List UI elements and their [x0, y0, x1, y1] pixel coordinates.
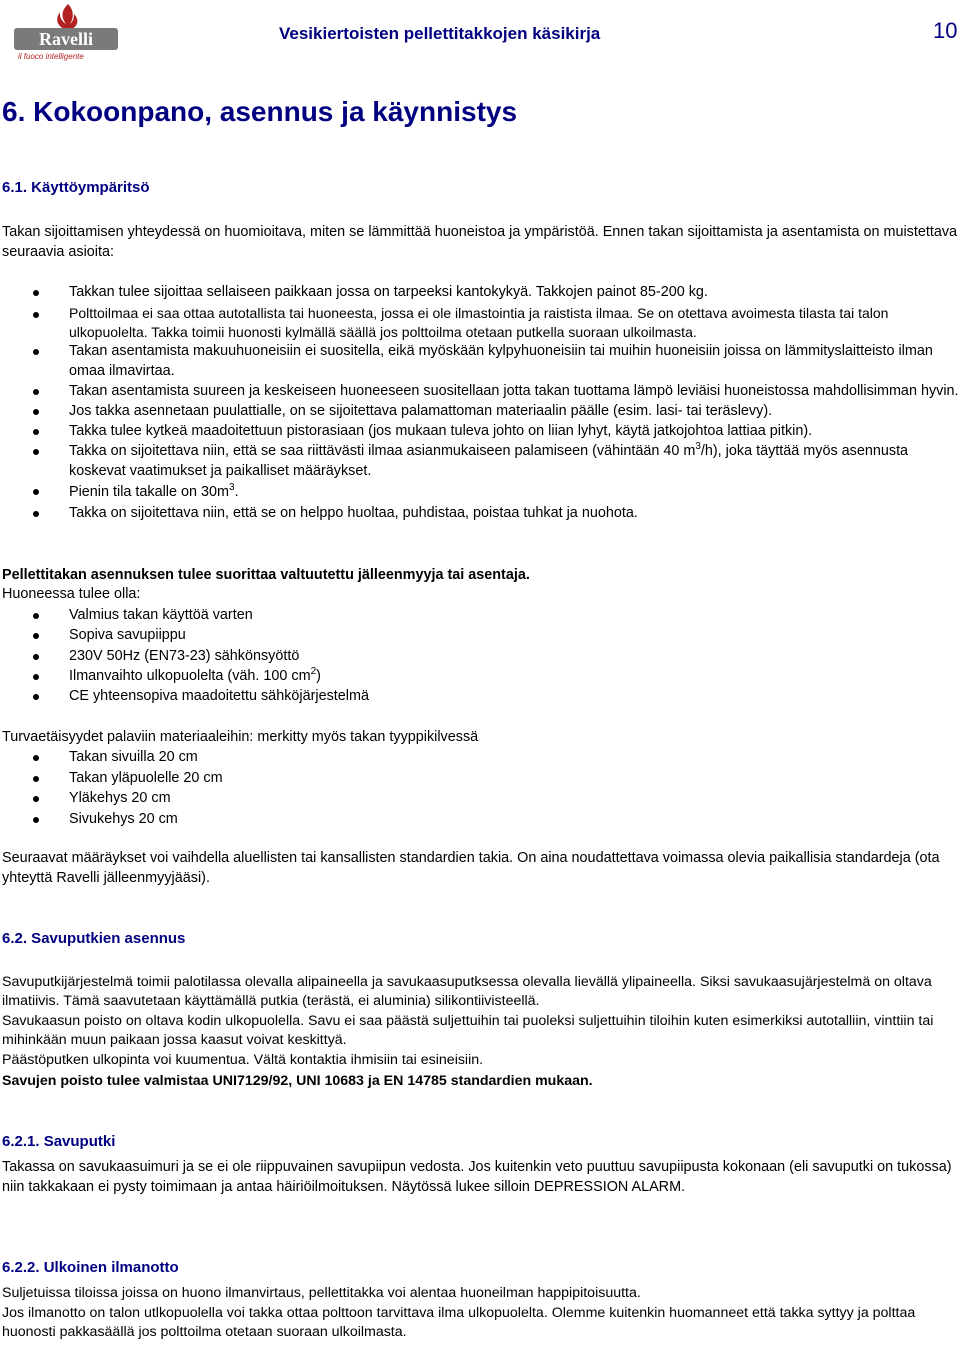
safety-distances-intro: Turvaetäisyydet palaviin materiaaleihin: merkitty myös takan tyyppikilvessä	[2, 729, 479, 745]
list-item: Polttoilmaa ei saa ottaa autotallista tai huoneesta, jossa ei ole ilmastointia ja raistista ilmaa. Se on otettava avoimesta tilasta tai talon ulkopuolelta. Takka toimii huonosti kylmällä säällä jos polttoilma otetaan putkella suoraan ulkoilmasta.	[0, 304, 960, 341]
bullet-icon	[33, 674, 39, 680]
list-item: Yläkehys 20 cm	[0, 788, 960, 809]
ravelli-logo	[12, 2, 120, 62]
air-intake-paragraph-1: Suljetuissa tiloissa joissa on huono ilmanvirtaus, pellettitakka voi alentaa huoneilman happipitoisuutta.	[2, 1285, 641, 1301]
list-item: 230V 50Hz (EN73-23) sähkönsyöttö	[0, 646, 960, 666]
room-requirements-intro: Huoneessa tulee olla:	[2, 586, 141, 602]
bullet-icon	[33, 449, 39, 455]
bullet-icon	[33, 349, 39, 355]
list-item: Takka on sijoitettava niin, että se saa riittävästi ilmaa asianmukaiseen palamiseen (vähintään 40 $m^3/h$), joka täyttää myös asennusta koskevat vaatimukset ja paikalliset määräykset.	[0, 441, 960, 481]
flue-paragraph-3: Päästöputken ulkopinta voi kuumentua. Vältä kontaktia ihmisiin tai esineisiin.	[2, 1052, 484, 1068]
bullet-icon	[33, 654, 39, 660]
bullet-icon	[33, 755, 39, 761]
section-heading-6-1: 6.1. Käyttöympäritsö	[2, 179, 150, 196]
list-item: Takan sivuilla 20 cm	[0, 747, 960, 768]
list-item: Takka tulee kytkeä maadoitettuun pistorasiaan (jos mukaan tuleva johto on liian lyhyt, käytä jatkojohtoa lattiaa pitkin).	[0, 421, 960, 441]
list-item: Sopiva savupiippu	[0, 625, 960, 645]
bullet-icon	[33, 389, 39, 395]
bullet-icon	[33, 633, 39, 639]
list-item: Valmius takan käyttöä varten	[0, 605, 960, 625]
bullet-icon	[33, 776, 39, 782]
bullet-icon	[33, 429, 39, 435]
section-heading-6-2: 6.2. Savuputkien asennus	[2, 930, 186, 947]
bullet-icon	[33, 613, 39, 619]
bullet-icon	[33, 409, 39, 415]
section-intro: Takan sijoittamisen yhteydessä on huomioitava, miten se lämmittää huoneistoa ja ympäristöä. Ennen takan sijoittamista ja asentamista on muistettava seuraavia asioita:	[2, 224, 958, 261]
chapter-title: 6. Kokoonpano, asennus ja käynnistys	[2, 96, 518, 127]
bullet-icon	[33, 290, 39, 296]
svg-text:il fuoco intelligente: il fuoco intelligente	[18, 52, 84, 61]
installer-note: Pellettitakan asennuksen tulee suorittaa valtuutettu jälleenmyyja tai asentaja.	[2, 567, 530, 583]
section-heading-6-2-1: 6.2.1. Savuputki	[2, 1133, 116, 1150]
flame-icon	[12, 2, 120, 62]
list-item: Sivukehys 20 cm	[0, 809, 960, 830]
bullet-icon	[33, 489, 39, 495]
list-item: Takan asentamista suureen ja keskeiseen huoneeseen suositellaan jotta takan tuottama lämpö leviäisi huoneistossa mahdollisimman hyvin.	[0, 381, 960, 401]
document-title: Vesikiertoisten pellettitakkojen käsikirja	[279, 24, 601, 43]
regulations-paragraph: Seuraavat määräykset voi vaihdella aluellisten tai kansallisten standardien takia. On aina noudattettava voimassa olevia paikallisia standardeja (ota yhteyttä Ravelli jälleenmyyjääsi).	[2, 850, 940, 887]
list-item: Ilmanvaihto ulkopuolelta (väh. 100 $cm^2$)	[0, 666, 960, 686]
chimney-paragraph: Takassa on savukaasuimuri ja se ei ole riippuvainen savupiipun vedosta. Jos kuitenkin veto puuttuu savupiipusta kokonaan (eli savuputki on tukossa) niin takkakaan ei pysty toimimaan ja antaa häiriöilmoituksen. Näytössä lukee silloin DEPRESSION ALARM.	[2, 1159, 952, 1196]
bullet-icon	[33, 817, 39, 823]
list-item: Takan yläpuolelle 20 cm	[0, 768, 960, 789]
flue-paragraph-1: Savuputkijärjestelmä toimii palotilassa olevalla alipaineella ja savukaasuputksessa olevalla lievällä ylipaineella. Siksi savukaasujärjestelmä on oltava ilmatiivis. Tämä saavutetaan käyttämällä putkia (terästä, ei aluminia) silikontiivisteellä.	[2, 974, 932, 1010]
placement-requirements-list	[0, 282, 960, 523]
room-requirements-list	[0, 605, 960, 706]
list-item: Takka on sijoitettava niin, että se on helppo huoltaa, puhdistaa, poistaa tuhkat ja nuohota.	[0, 503, 960, 523]
bullet-icon	[33, 694, 39, 700]
section-heading-6-2-2: 6.2.2. Ulkoinen ilmanotto	[2, 1259, 179, 1276]
flue-paragraph-2: Savukaasun poisto on oltava kodin ulkopuolella. Savu ei saa päästä suljettuihin tai puoleksi suljettuihin tiloihin kuten esimerkiksi autotalliin, vinttiin tai mihinkään muun paikaan jossa kaasut voivat keskittyä.	[2, 1013, 934, 1049]
flue-standards: Savujen poisto tulee valmistaa UNI7129/92, UNI 10683 ja EN 14785 standardien mukaan.	[2, 1073, 593, 1089]
bullet-icon	[33, 796, 39, 802]
safety-distances-list	[0, 747, 960, 829]
list-item: Takan asentamista makuuhuoneisiin ei suositella, eikä myöskään kylpyhuoneisiin tai muihin huoneisiin joissa on lämmityslaitteisto ilman omaa ilmavirtaa.	[0, 341, 960, 381]
list-item: CE yhteensopiva maadoitettu sähköjärjestelmä	[0, 686, 960, 706]
list-item: Jos takka asennetaan puulattialle, on se sijoitettava palamattoman materiaalin päälle (esim. lasi- tai teräslevy).	[0, 401, 960, 421]
bullet-icon	[33, 312, 39, 318]
list-item: Pienin tila takalle on $30m^3$.	[0, 481, 960, 503]
bullet-icon	[33, 511, 39, 517]
air-intake-paragraph-2: Jos ilmanotto on talon utlkopuolella voi takka ottaa polttoon tarvittava ilma ulkopuolelta. Olemme kuitenkin huomanneet että takka syttyy ja polttaa huonosti pakkasäällä jos polttoilma otetaan suoraan ulkoilmasta.	[2, 1305, 916, 1340]
page-header	[0, 0, 960, 70]
svg-text:Ravelli: Ravelli	[39, 29, 93, 49]
list-item: Takkan tulee sijoittaa sellaiseen paikkaan jossa on tarpeeksi kantokykyä. Takkojen painot 85-200 kg.	[0, 282, 960, 302]
page-number: 10	[933, 18, 958, 43]
